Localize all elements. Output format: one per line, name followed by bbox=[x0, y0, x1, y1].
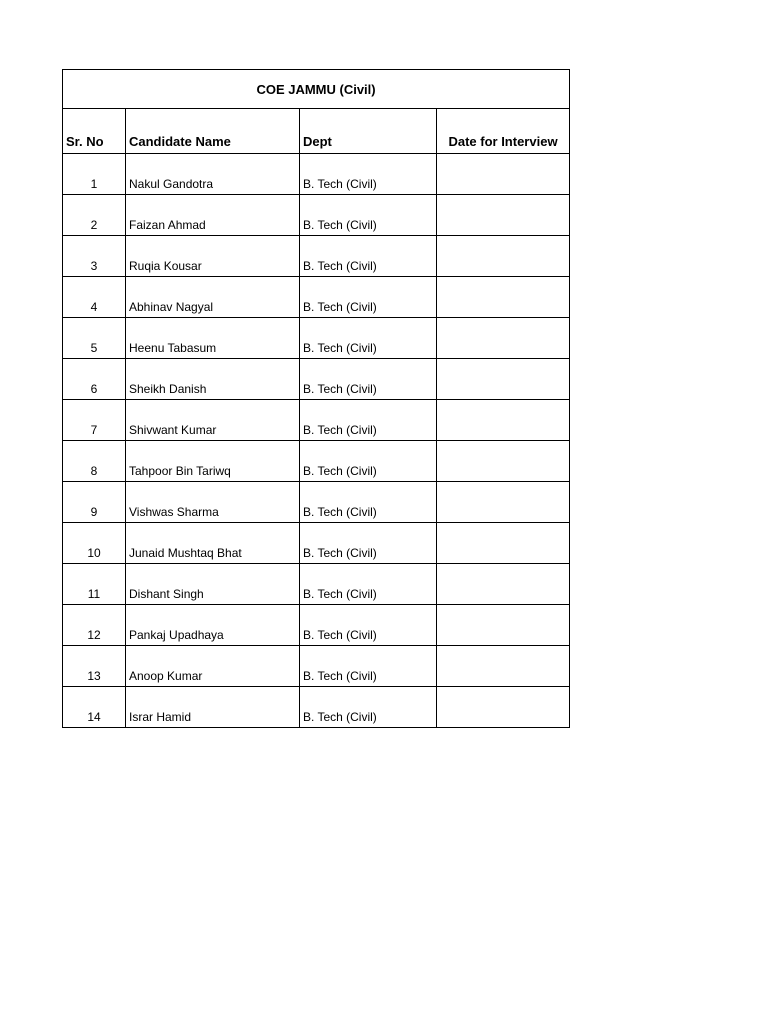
cell-dept: B. Tech (Civil) bbox=[300, 318, 437, 359]
cell-sr-no: 14 bbox=[63, 687, 126, 728]
cell-date-for-interview bbox=[437, 154, 570, 195]
header-candidate-name: Candidate Name bbox=[126, 109, 300, 154]
cell-date-for-interview bbox=[437, 236, 570, 277]
header-sr-no: Sr. No bbox=[63, 109, 126, 154]
table-row bbox=[63, 359, 570, 400]
cell-candidate-name: Pankaj Upadhaya bbox=[126, 605, 300, 646]
table-header-row bbox=[63, 109, 570, 154]
cell-sr-no: 10 bbox=[63, 523, 126, 564]
cell-dept: B. Tech (Civil) bbox=[300, 564, 437, 605]
table-row bbox=[63, 236, 570, 277]
table-row bbox=[63, 154, 570, 195]
cell-dept: B. Tech (Civil) bbox=[300, 646, 437, 687]
header-date-for-interview: Date for Interview bbox=[437, 109, 570, 154]
cell-date-for-interview bbox=[437, 646, 570, 687]
cell-candidate-name: Dishant Singh bbox=[126, 564, 300, 605]
cell-candidate-name: Junaid Mushtaq Bhat bbox=[126, 523, 300, 564]
cell-candidate-name: Heenu Tabasum bbox=[126, 318, 300, 359]
cell-candidate-name: Tahpoor Bin Tariwq bbox=[126, 441, 300, 482]
cell-dept: B. Tech (Civil) bbox=[300, 523, 437, 564]
cell-sr-no: 5 bbox=[63, 318, 126, 359]
table-row bbox=[63, 605, 570, 646]
cell-dept: B. Tech (Civil) bbox=[300, 605, 437, 646]
table-row bbox=[63, 441, 570, 482]
cell-sr-no: 3 bbox=[63, 236, 126, 277]
cell-dept: B. Tech (Civil) bbox=[300, 687, 437, 728]
cell-dept: B. Tech (Civil) bbox=[300, 195, 437, 236]
cell-date-for-interview bbox=[437, 318, 570, 359]
cell-dept: B. Tech (Civil) bbox=[300, 236, 437, 277]
cell-date-for-interview bbox=[437, 523, 570, 564]
candidate-table bbox=[62, 69, 570, 728]
table-title-row bbox=[63, 70, 570, 109]
cell-candidate-name: Anoop Kumar bbox=[126, 646, 300, 687]
cell-date-for-interview bbox=[437, 277, 570, 318]
table-row bbox=[63, 646, 570, 687]
table-row bbox=[63, 523, 570, 564]
table-row bbox=[63, 195, 570, 236]
cell-candidate-name: Shivwant Kumar bbox=[126, 400, 300, 441]
cell-dept: B. Tech (Civil) bbox=[300, 277, 437, 318]
cell-sr-no: 1 bbox=[63, 154, 126, 195]
table-row bbox=[63, 564, 570, 605]
cell-sr-no: 11 bbox=[63, 564, 126, 605]
table-title: COE JAMMU (Civil) bbox=[63, 70, 570, 109]
table-row bbox=[63, 277, 570, 318]
cell-candidate-name: Nakul Gandotra bbox=[126, 154, 300, 195]
cell-sr-no: 2 bbox=[63, 195, 126, 236]
cell-date-for-interview bbox=[437, 605, 570, 646]
cell-candidate-name: Faizan Ahmad bbox=[126, 195, 300, 236]
cell-sr-no: 8 bbox=[63, 441, 126, 482]
table-row bbox=[63, 482, 570, 523]
cell-dept: B. Tech (Civil) bbox=[300, 441, 437, 482]
cell-candidate-name: Israr Hamid bbox=[126, 687, 300, 728]
cell-date-for-interview bbox=[437, 482, 570, 523]
cell-date-for-interview bbox=[437, 564, 570, 605]
cell-dept: B. Tech (Civil) bbox=[300, 482, 437, 523]
cell-date-for-interview bbox=[437, 441, 570, 482]
cell-sr-no: 4 bbox=[63, 277, 126, 318]
cell-sr-no: 6 bbox=[63, 359, 126, 400]
cell-candidate-name: Sheikh Danish bbox=[126, 359, 300, 400]
table-body bbox=[63, 154, 570, 728]
table-row bbox=[63, 687, 570, 728]
cell-sr-no: 12 bbox=[63, 605, 126, 646]
cell-dept: B. Tech (Civil) bbox=[300, 400, 437, 441]
cell-date-for-interview bbox=[437, 195, 570, 236]
cell-date-for-interview bbox=[437, 687, 570, 728]
table-row bbox=[63, 318, 570, 359]
cell-candidate-name: Abhinav Nagyal bbox=[126, 277, 300, 318]
cell-dept: B. Tech (Civil) bbox=[300, 154, 437, 195]
cell-sr-no: 13 bbox=[63, 646, 126, 687]
cell-candidate-name: Vishwas Sharma bbox=[126, 482, 300, 523]
header-dept: Dept bbox=[300, 109, 437, 154]
cell-candidate-name: Ruqia Kousar bbox=[126, 236, 300, 277]
table-row bbox=[63, 400, 570, 441]
cell-sr-no: 9 bbox=[63, 482, 126, 523]
cell-date-for-interview bbox=[437, 359, 570, 400]
cell-sr-no: 7 bbox=[63, 400, 126, 441]
cell-dept: B. Tech (Civil) bbox=[300, 359, 437, 400]
cell-date-for-interview bbox=[437, 400, 570, 441]
